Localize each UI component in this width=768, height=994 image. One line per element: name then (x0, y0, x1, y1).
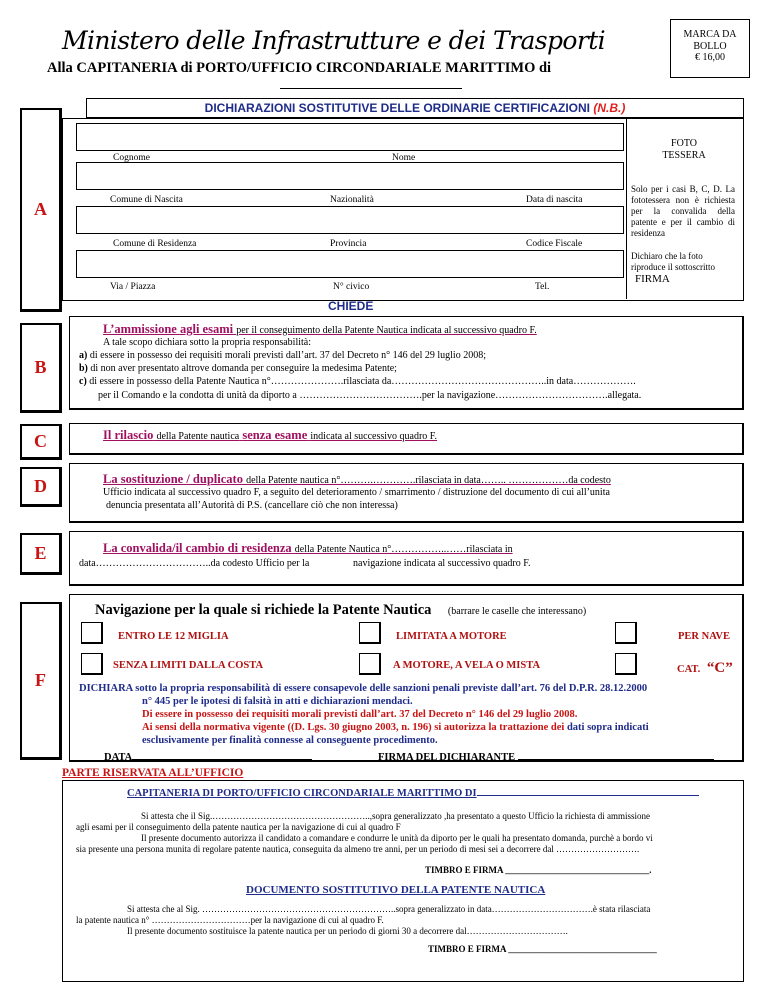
section-b-title-rest: per il conseguimento della Patente Nautica indicata al successivo quadro F. (236, 325, 537, 336)
section-c-rest: indicata al successivo quadro F. (310, 431, 438, 442)
addressee-line: Alla CAPITANERIA di PORTO/UFFICIO CIRCONDARIALE MARITTIMO di (47, 60, 552, 76)
chiede-heading: CHIEDE (328, 299, 374, 313)
item-b-key: b) (79, 363, 88, 374)
photo-box[interactable] (626, 119, 741, 299)
birth-field[interactable] (76, 162, 624, 190)
signature-blank[interactable] (518, 759, 714, 760)
section-b-last-line: per il Comando e la condotta di unità da diporto a ……………………………….per la navigazione…………………………….allegata. (98, 390, 642, 401)
section-b-item-b (79, 363, 397, 375)
label-street: Via / Piazza (110, 282, 156, 292)
photo-title (627, 119, 741, 162)
stamp-line-3: € 16,00 (695, 52, 725, 63)
doc-title: DOCUMENTO SOSTITUTIVO DELLA PATENTE NAUTICA (246, 884, 546, 896)
section-e-title: La convalida/il cambio di residenza (103, 541, 292, 555)
reserved-p4: sia presente una persona munita di regolare patente nautica, conseguita da almeno tre anni, per un periodo di mesi sei a decorrere dal ………………………. (76, 844, 640, 854)
surname-name-field[interactable] (76, 123, 624, 151)
label-residence: Comune di Residenza (113, 239, 197, 249)
label-name: Nome (392, 153, 416, 163)
ministry-title: Ministero delle Infrastrutture e dei Trasporti (62, 26, 606, 55)
dichiara-line-4a: Ai sensi della normativa vigente ((D. Lgs. 30 giugno 2003, n. 196) si autorizza la trattazione dei (142, 722, 565, 733)
section-d-title: La sostituzione / duplicato (103, 472, 243, 486)
item-a-key: a) (79, 350, 88, 361)
date-row (104, 752, 312, 763)
label-street-number: N° civico (333, 282, 370, 292)
section-d-line-2: Ufficio indicata al successivo quadro F, a seguito del deterioramento / smarrimento / distruzione del documento di cui all’unita (103, 487, 610, 498)
checkbox-motor-only[interactable] (359, 622, 381, 644)
section-d-heading (103, 472, 611, 487)
reserved-p2: agli esami per il conseguimento della patente nautica per la navigazione di cui al quadro F (76, 822, 401, 832)
section-c-letter: C (20, 424, 62, 460)
checkbox-category-c[interactable] (615, 653, 637, 675)
label-tax-code: Codice Fiscale (526, 239, 583, 249)
reserved-office-row (127, 788, 699, 799)
stamp-line-1: MARCA DA (683, 29, 737, 40)
reserved-office-blank[interactable] (477, 795, 699, 796)
section-e-line-2a: data……………………………..da codesto Ufficio per la (79, 558, 310, 569)
photo-title-line-1: FOTO (671, 138, 697, 149)
label-phone: Tel. (535, 282, 550, 292)
section-e-line-2b: navigazione indicata al successivo quadro F. (353, 558, 531, 569)
section-a-letter: A (20, 108, 62, 312)
label-nationality: Nazionalità (330, 195, 374, 205)
photo-title-line-2: TESSERA (662, 150, 706, 161)
section-c-title: Il rilascio (103, 428, 154, 442)
section-c-title-2: senza esame (242, 428, 308, 442)
signature-label: FIRMA DEL DICHIARANTE (378, 752, 516, 763)
checkbox-ship[interactable] (615, 622, 637, 644)
section-d-line-3: denuncia presentata all’Autorità di P.S. (cancellare ciò che non interessa) (106, 500, 398, 511)
section-e-heading (103, 541, 513, 556)
reserved-stamp-1: TIMBRO E FIRMA ________________________________. (425, 865, 652, 875)
declaration-title: DICHIARAZIONI SOSTITUTIVE DELLE ORDINARIE CERTIFICAZIONI (204, 101, 590, 115)
option-category-c-mark: “C” (706, 660, 733, 676)
section-e-rest: della Patente Nautica n°……………..……rilasciata in (294, 544, 513, 555)
label-birthplace: Comune di Nascita (110, 195, 183, 205)
section-f-letter: F (20, 602, 62, 760)
dichiara-line-4 (142, 722, 649, 735)
section-b-item-a (79, 350, 486, 362)
option-category-c (677, 660, 733, 677)
section-c-middle: della Patente nautica (156, 431, 240, 442)
item-a-text: di essere in possesso dei requisiti morali previsti dall’art. 37 del Decreto n° 146 del 29 luglio 2008; (89, 350, 486, 361)
section-f-title: Navigazione per la quale si richiede la Patente Nautica (95, 602, 432, 618)
signature-row (378, 752, 714, 763)
dichiara-line-3: Di essere in possesso dei requisiti morali previsti dall’art. 37 del Decreto n° 146 del 29 luglio 2008. (142, 709, 578, 720)
declaration-heading (86, 98, 744, 118)
item-c-text: di essere in possesso della Patente Nautica n°………………….rilasciata da………………………………………..in data………………. (89, 376, 636, 387)
address-field[interactable] (76, 250, 624, 278)
section-b-title: L’ammissione agli esami (103, 322, 234, 336)
revenue-stamp-box (670, 19, 750, 78)
addressee-blank[interactable] (280, 88, 462, 89)
section-f-hint: (barrare le caselle che interessano) (447, 606, 587, 617)
option-ship: PER NAVE (678, 631, 731, 642)
dichiara-line-2: n° 445 per le ipotesi di falsità in atti e dichiarazioni mendaci. (142, 696, 413, 707)
residence-field[interactable] (76, 206, 624, 234)
option-within-12-miles: ENTRO LE 12 MIGLIA (118, 631, 229, 642)
date-blank[interactable] (132, 759, 312, 760)
declaration-nb: (N.B.) (593, 101, 626, 115)
dichiara-line-1: DICHIARA sotto la propria responsabilità di essere consapevole delle sanzioni penali previste dall’art. 76 del D.P.R. 28.12.2000 (79, 683, 648, 694)
checkbox-unlimited[interactable] (81, 653, 103, 675)
checkbox-motor-sail[interactable] (359, 653, 381, 675)
section-b-letter: B (20, 323, 62, 413)
option-category-label: CAT. (677, 664, 701, 675)
option-unlimited: SENZA LIMITI DALLA COSTA (113, 660, 264, 671)
checkbox-within-12-miles[interactable] (81, 622, 103, 644)
section-e-letter: E (20, 533, 62, 575)
section-f-heading-row (95, 602, 586, 619)
item-b-text: di non aver presentato altrove domanda per conseguire la medesima Patente; (90, 363, 397, 374)
item-c-key: c) (79, 376, 87, 387)
option-motor-only: LIMITATA A MOTORE (396, 631, 507, 642)
section-b-heading (103, 322, 537, 337)
photo-declaration: Dichiaro che la foto riproduce il sottoscritto (631, 251, 715, 272)
label-birthdate: Data di nascita (526, 195, 583, 205)
label-province: Provincia (330, 239, 367, 249)
reserved-p1: Si attesta che il Sig.……………………………………………..,sopra generalizzato ,ha presentato a questo Ufficio la richiesta di ammissione (141, 811, 650, 821)
section-c-heading (103, 428, 437, 443)
stamp-line-2: BOLLO (693, 40, 727, 52)
photo-note: Solo per i casi B, C, D. La fototessera non è richiesta per la convalida della patente e per il cambio di residenza (631, 184, 735, 238)
section-d-letter: D (20, 467, 62, 507)
label-surname: Cognome (113, 153, 150, 163)
reserved-stamp-2: TIMBRO E FIRMA _________________________________ (428, 944, 657, 954)
photo-signature-label: FIRMA (635, 273, 670, 285)
reserved-office: CAPITANERIA DI PORTO/UFFICIO CIRCONDARIALE MARITTIMO DI (127, 788, 477, 799)
reserved-q3: Il presente documento sostituisce la patente nautica per un periodo di giorni 30 a decorrere dal……………………………. (127, 926, 568, 936)
section-d-rest: della Patente nautica n°……….………….rilasciata in data…….. ………………da codesto (246, 475, 611, 486)
dichiara-line-5: esclusivamente per finalità connesse al conseguente procedimento. (142, 735, 438, 746)
reserved-q2: la patente nautica n° ……………………………per la navigazione di cui al quadro F. (76, 915, 384, 925)
dichiara-line-4b: dati sopra indicati (566, 722, 649, 733)
reserved-p3: Il presente documento autorizza il candidato a comandare e condurre le unità da diporto per le quali ha presentato domanda, purchè a bordo vi (141, 833, 653, 843)
section-b-intro: A tale scopo dichiara sotto la propria responsabilità: (103, 337, 311, 348)
section-b-item-c (79, 376, 636, 388)
option-motor-sail: A MOTORE, A VELA O MISTA (393, 660, 541, 671)
reserved-q1: Si attesta che al Sig. ………………………………………………………..sopra generalizzato in data…………………………….è stata rilasciata (127, 904, 651, 914)
date-label: DATA (104, 752, 133, 763)
reserved-title: PARTE RISERVATA ALL’UFFICIO (62, 767, 244, 779)
